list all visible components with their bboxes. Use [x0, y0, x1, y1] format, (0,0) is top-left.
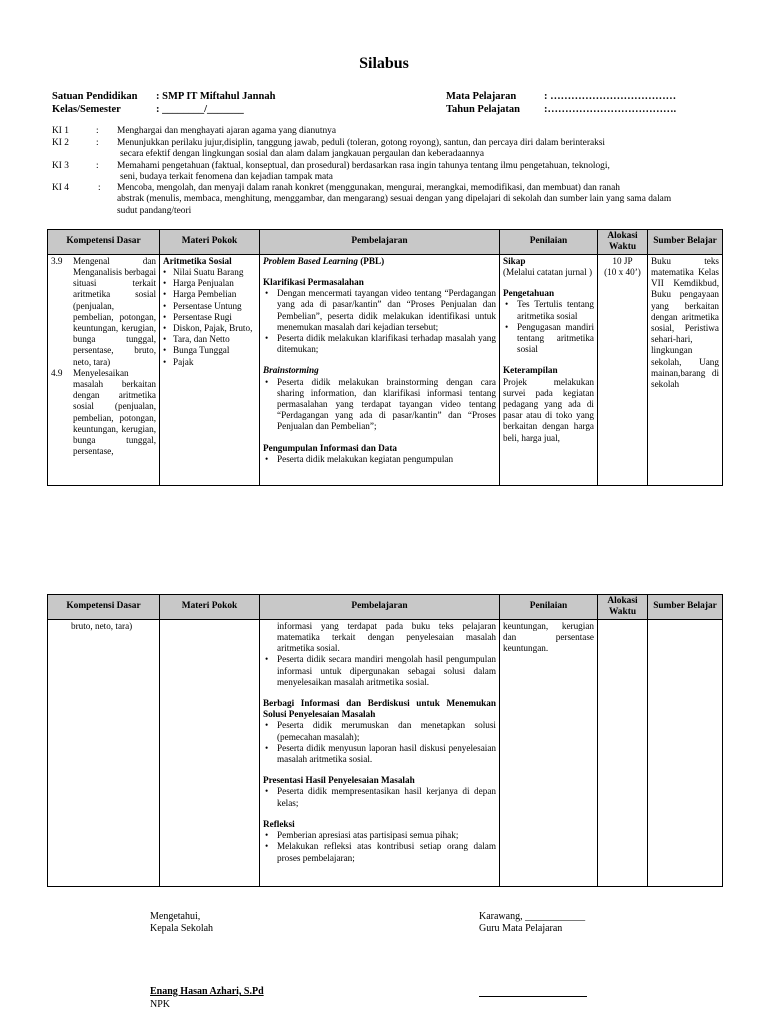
- materi-item: • Persentase Untung: [163, 301, 256, 312]
- materi-title: Aritmetika Sosial: [163, 255, 232, 266]
- keterampilan-title: Keterampilan: [503, 365, 558, 376]
- presentasi-title: Presentasi Hasil Penyelesaian Masalah: [263, 775, 415, 786]
- penilaian-cell: [500, 254, 598, 485]
- mata-pelajaran-label: Mata Pelajaran: [446, 91, 517, 102]
- pengumpulan-list: [263, 454, 496, 465]
- materi-item: • Harga Pembelian: [163, 289, 256, 300]
- refleksi-list: [263, 830, 496, 864]
- materi-item: • Bunga Tunggal: [163, 345, 256, 356]
- satuan-pendidikan-label: Satuan Pendidikan: [52, 91, 138, 102]
- alokasi-cell: [598, 619, 648, 886]
- klarifikasi-title: Klarifikasi Permasalahan: [263, 276, 364, 287]
- alokasi-jp: 10 JP: [612, 255, 633, 266]
- syllabus-table-2: [47, 594, 723, 887]
- kd-number: 4.9: [51, 367, 63, 378]
- sumber-text: Buku teks matematika Kelas VII Kemdikbud, Buku pengayaan yang berkaitan dengan aritmetika sosial, Peristiwa sehari-hari, lingkungan sekolah, Uang mainan,barang di sekolah: [651, 255, 719, 390]
- keterampilan-text: Projek melakukan survei pada kegiatan pedagang yang ada di pasar atau di toko yang berkaitan dengan harga beli, harga jual,: [503, 376, 594, 443]
- materi-cell: [160, 619, 260, 886]
- ki-colon: :: [96, 161, 99, 171]
- berbagi-list: [263, 720, 496, 765]
- header-pembelajaran: Pembelajaran: [260, 230, 500, 255]
- kd-item: [51, 256, 156, 368]
- alokasi-cell: [598, 254, 648, 485]
- header-alokasi-waktu: Alokasi Waktu: [598, 595, 648, 620]
- kd-text: Mengenal dan Menganalisis berbagai situasi terkait aritmetika sosial (penjualan, pembelian, potongan, keuntungan, kerugian, bunga tunggal, persentase, bruto, neto, tara): [73, 255, 156, 367]
- kelas-semester-value: : ________/_______: [156, 104, 244, 115]
- ki-colon: :: [96, 126, 99, 136]
- header-kompetensi-dasar: Kompetensi Dasar: [48, 595, 160, 620]
- kd-item: [51, 368, 156, 458]
- refleksi-item: • Melakukan refleksi atas kontribusi setiap orang dalam proses pembelajaran;: [263, 841, 496, 863]
- berbagi-title: Berbagi Informasi dan Berdiskusi untuk Menemukan Solusi Penyelesaian Masalah: [263, 697, 496, 720]
- pengumpulan-item: • Peserta didik secara mandiri mengolah hasil pengumpulan informasi untuk dipergunakan sebagai solusi dalam menyelesaikan masalah aritmetika sosial.: [263, 654, 496, 688]
- brainstorming-list: [263, 377, 496, 433]
- ki-line: secara efektif dengan lingkungan sosial dan alam dalam jangkauan pergaulan dan keberadaannya: [120, 149, 484, 160]
- mengetahui-label: Mengetahui,: [150, 911, 201, 922]
- pengetahuan-item: • Pengugasan mandiri tentang aritmetika sosial: [503, 322, 594, 356]
- pengetahuan-item: • Tes Tertulis tentang aritmetika sosial: [503, 299, 594, 321]
- header-penilaian: Penilaian: [500, 595, 598, 620]
- berbagi-item: • Peserta didik merumuskan dan menetapkan solusi (pemecahan masalah);: [263, 720, 496, 742]
- sumber-cell: [648, 254, 723, 485]
- alokasi-detail: (10 x 40’): [604, 266, 641, 277]
- pbl-suffix: (PBL): [360, 255, 385, 266]
- ki-label: KI 2: [52, 138, 69, 148]
- mata-pelajaran-value: : ………………………………: [544, 91, 677, 102]
- sikap-title: Sikap: [503, 255, 526, 266]
- tahun-pelajaran-value: :……………………………….: [544, 104, 677, 115]
- klarifikasi-item: • Peserta didik melakukan klarifikasi terhadap masalah yang ditemukan;: [263, 333, 496, 355]
- pengetahuan-list: [503, 299, 594, 355]
- pbl-title: Problem Based Learning: [263, 255, 358, 266]
- materi-item: • Harga Penjualan: [163, 278, 256, 289]
- pengumpulan-item: [263, 621, 496, 655]
- kepala-sekolah-name: Enang Hasan Azhari, S.Pd: [150, 986, 264, 997]
- kd-number: 3.9: [51, 255, 63, 266]
- pembelajaran-cell: [260, 619, 500, 886]
- ki-line: abstrak (menulis, membaca, menghitung, menggambar, dan mengarang) sesuai dengan yang dipelajari di sekolah dan sumber lain yang sama dalam: [117, 194, 672, 205]
- penilaian-cell: [500, 619, 598, 886]
- pengumpulan-item: • Peserta didik melakukan kegiatan pengumpulan: [263, 454, 496, 465]
- materi-list: [163, 267, 256, 368]
- pengumpulan-list-cont: [263, 621, 496, 688]
- pengetahuan-title: Pengetahuan: [503, 288, 555, 299]
- ki-label: KI 1: [52, 126, 69, 136]
- ki-line: Menghargai dan menghayati ajaran agama yang dianutnya: [117, 126, 337, 136]
- kd-text: bruto, neto, tara): [71, 620, 133, 631]
- refleksi-item: • Pemberian apresiasi atas partisipasi semua pihak;: [263, 830, 496, 841]
- ki-line: Mencoba, mengolah, dan menyaji dalam ranah konkret (menggunakan, mengurai, merangkai, memodifikasi, dan membuat) dan ranah: [117, 183, 620, 193]
- refleksi-title: Refleksi: [263, 818, 295, 829]
- npk-label: NPK: [150, 999, 171, 1010]
- ki-colon: :: [96, 138, 99, 148]
- penilaian-text: keuntungan, kerugian dan persentase keuntungan.: [503, 620, 594, 654]
- header-alokasi-waktu: Alokasi Waktu: [598, 230, 648, 255]
- klarifikasi-list: [263, 288, 496, 355]
- syllabus-table-1: [47, 229, 723, 486]
- kelas-semester-label: Kelas/Semester: [52, 104, 121, 115]
- tahun-pelajaran-label: Tahun Pelajatan: [446, 104, 521, 115]
- pengumpulan-item-text: informasi yang terdapat pada buku teks pelajaran matematika terkait dengan penyelesaian masalah aritmetika sosial.: [277, 620, 496, 654]
- ki-line: Menunjukkan perilaku jujur,disiplin, tanggung jawab, peduli (toleran, gotong royong), santun, dan percaya diri dalam berinteraksi: [117, 138, 606, 148]
- header-sumber-belajar: Sumber Belajar: [648, 230, 723, 255]
- brainstorming-title: Brainstorming: [263, 365, 319, 376]
- header-materi-pokok: Materi Pokok: [160, 230, 260, 255]
- header-materi-pokok: Materi Pokok: [160, 595, 260, 620]
- brainstorming-item: • Peserta didik melakukan brainstorming dengan cara sharing information, dan klarifikasi informasi tentang permasalahan yang terdapat tayangan video tentang “Perdagangan yang ada di pasar/kantin” dan “Proses Penjualan dan Pembelian”;: [263, 377, 496, 433]
- pengumpulan-title: Pengumpulan Informasi dan Data: [263, 442, 398, 453]
- berbagi-item: • Peserta didik menyusun laporan hasil diskusi penyelesaian masalah aritmetika sosial.: [263, 743, 496, 765]
- presentasi-item: • Peserta didik mempresentasikan hasil kerjanya di depan kelas;: [263, 786, 496, 808]
- ki-line: Memahami pengetahuan (faktual, konseptual, dan prosedural) berdasarkan rasa ingin tahunya tentang ilmu pengetahuan, teknologi,: [117, 161, 610, 171]
- materi-item: • Pajak: [163, 357, 256, 368]
- guru-signature-line: [479, 996, 587, 997]
- kepala-sekolah-label: Kepala Sekolah: [150, 923, 214, 934]
- materi-item: • Tara, dan Netto: [163, 334, 256, 345]
- sikap-text: (Melalui catatan jurnal ): [503, 266, 593, 277]
- pembelajaran-cell: [260, 254, 500, 485]
- header-pembelajaran: Pembelajaran: [260, 595, 500, 620]
- satuan-pendidikan-value: : SMP IT Miftahul Jannah: [156, 91, 276, 102]
- materi-item: • Diskon, Pajak, Bruto,: [163, 323, 256, 334]
- ki-line: sudut pandang/teori: [117, 205, 192, 216]
- sumber-cell: [648, 619, 723, 886]
- kd-cell: [48, 619, 160, 886]
- guru-mata-pelajaran-label: Guru Mata Pelajaran: [479, 923, 563, 934]
- materi-cell: [160, 254, 260, 485]
- page-title: Silabus: [359, 55, 409, 72]
- ki-colon: :: [98, 183, 101, 193]
- ki-line: seni, budaya terkait fenomena dan kejadian tampak mata: [120, 172, 333, 183]
- kd-cell: [48, 254, 160, 485]
- materi-item: • Persentase Rugi: [163, 312, 256, 323]
- presentasi-list: [263, 786, 496, 808]
- klarifikasi-item: • Dengan mencermati tayangan video tentang “Perdagangan yang ada di pasar/kantin” dan “Proses Penjualan dan Pembelian”, peserta didik melakukan identifikasi untuk menemukan masalah dari kejadian tersebut;: [263, 288, 496, 333]
- karawang-date: Karawang, ____________: [479, 911, 586, 922]
- header-sumber-belajar: Sumber Belajar: [648, 595, 723, 620]
- header-penilaian: Penilaian: [500, 230, 598, 255]
- ki-label: KI 4: [52, 183, 69, 193]
- header-kompetensi-dasar: Kompetensi Dasar: [48, 230, 160, 255]
- ki-label: KI 3: [52, 161, 69, 171]
- materi-item: • Nilai Suatu Barang: [163, 267, 256, 278]
- kd-text: Menyelesaikan masalah berkaitan dengan aritmetika sosial (penjualan, pembelian, potongan, keuntungan, kerugian, bunga tunggal, persentase,: [73, 367, 156, 457]
